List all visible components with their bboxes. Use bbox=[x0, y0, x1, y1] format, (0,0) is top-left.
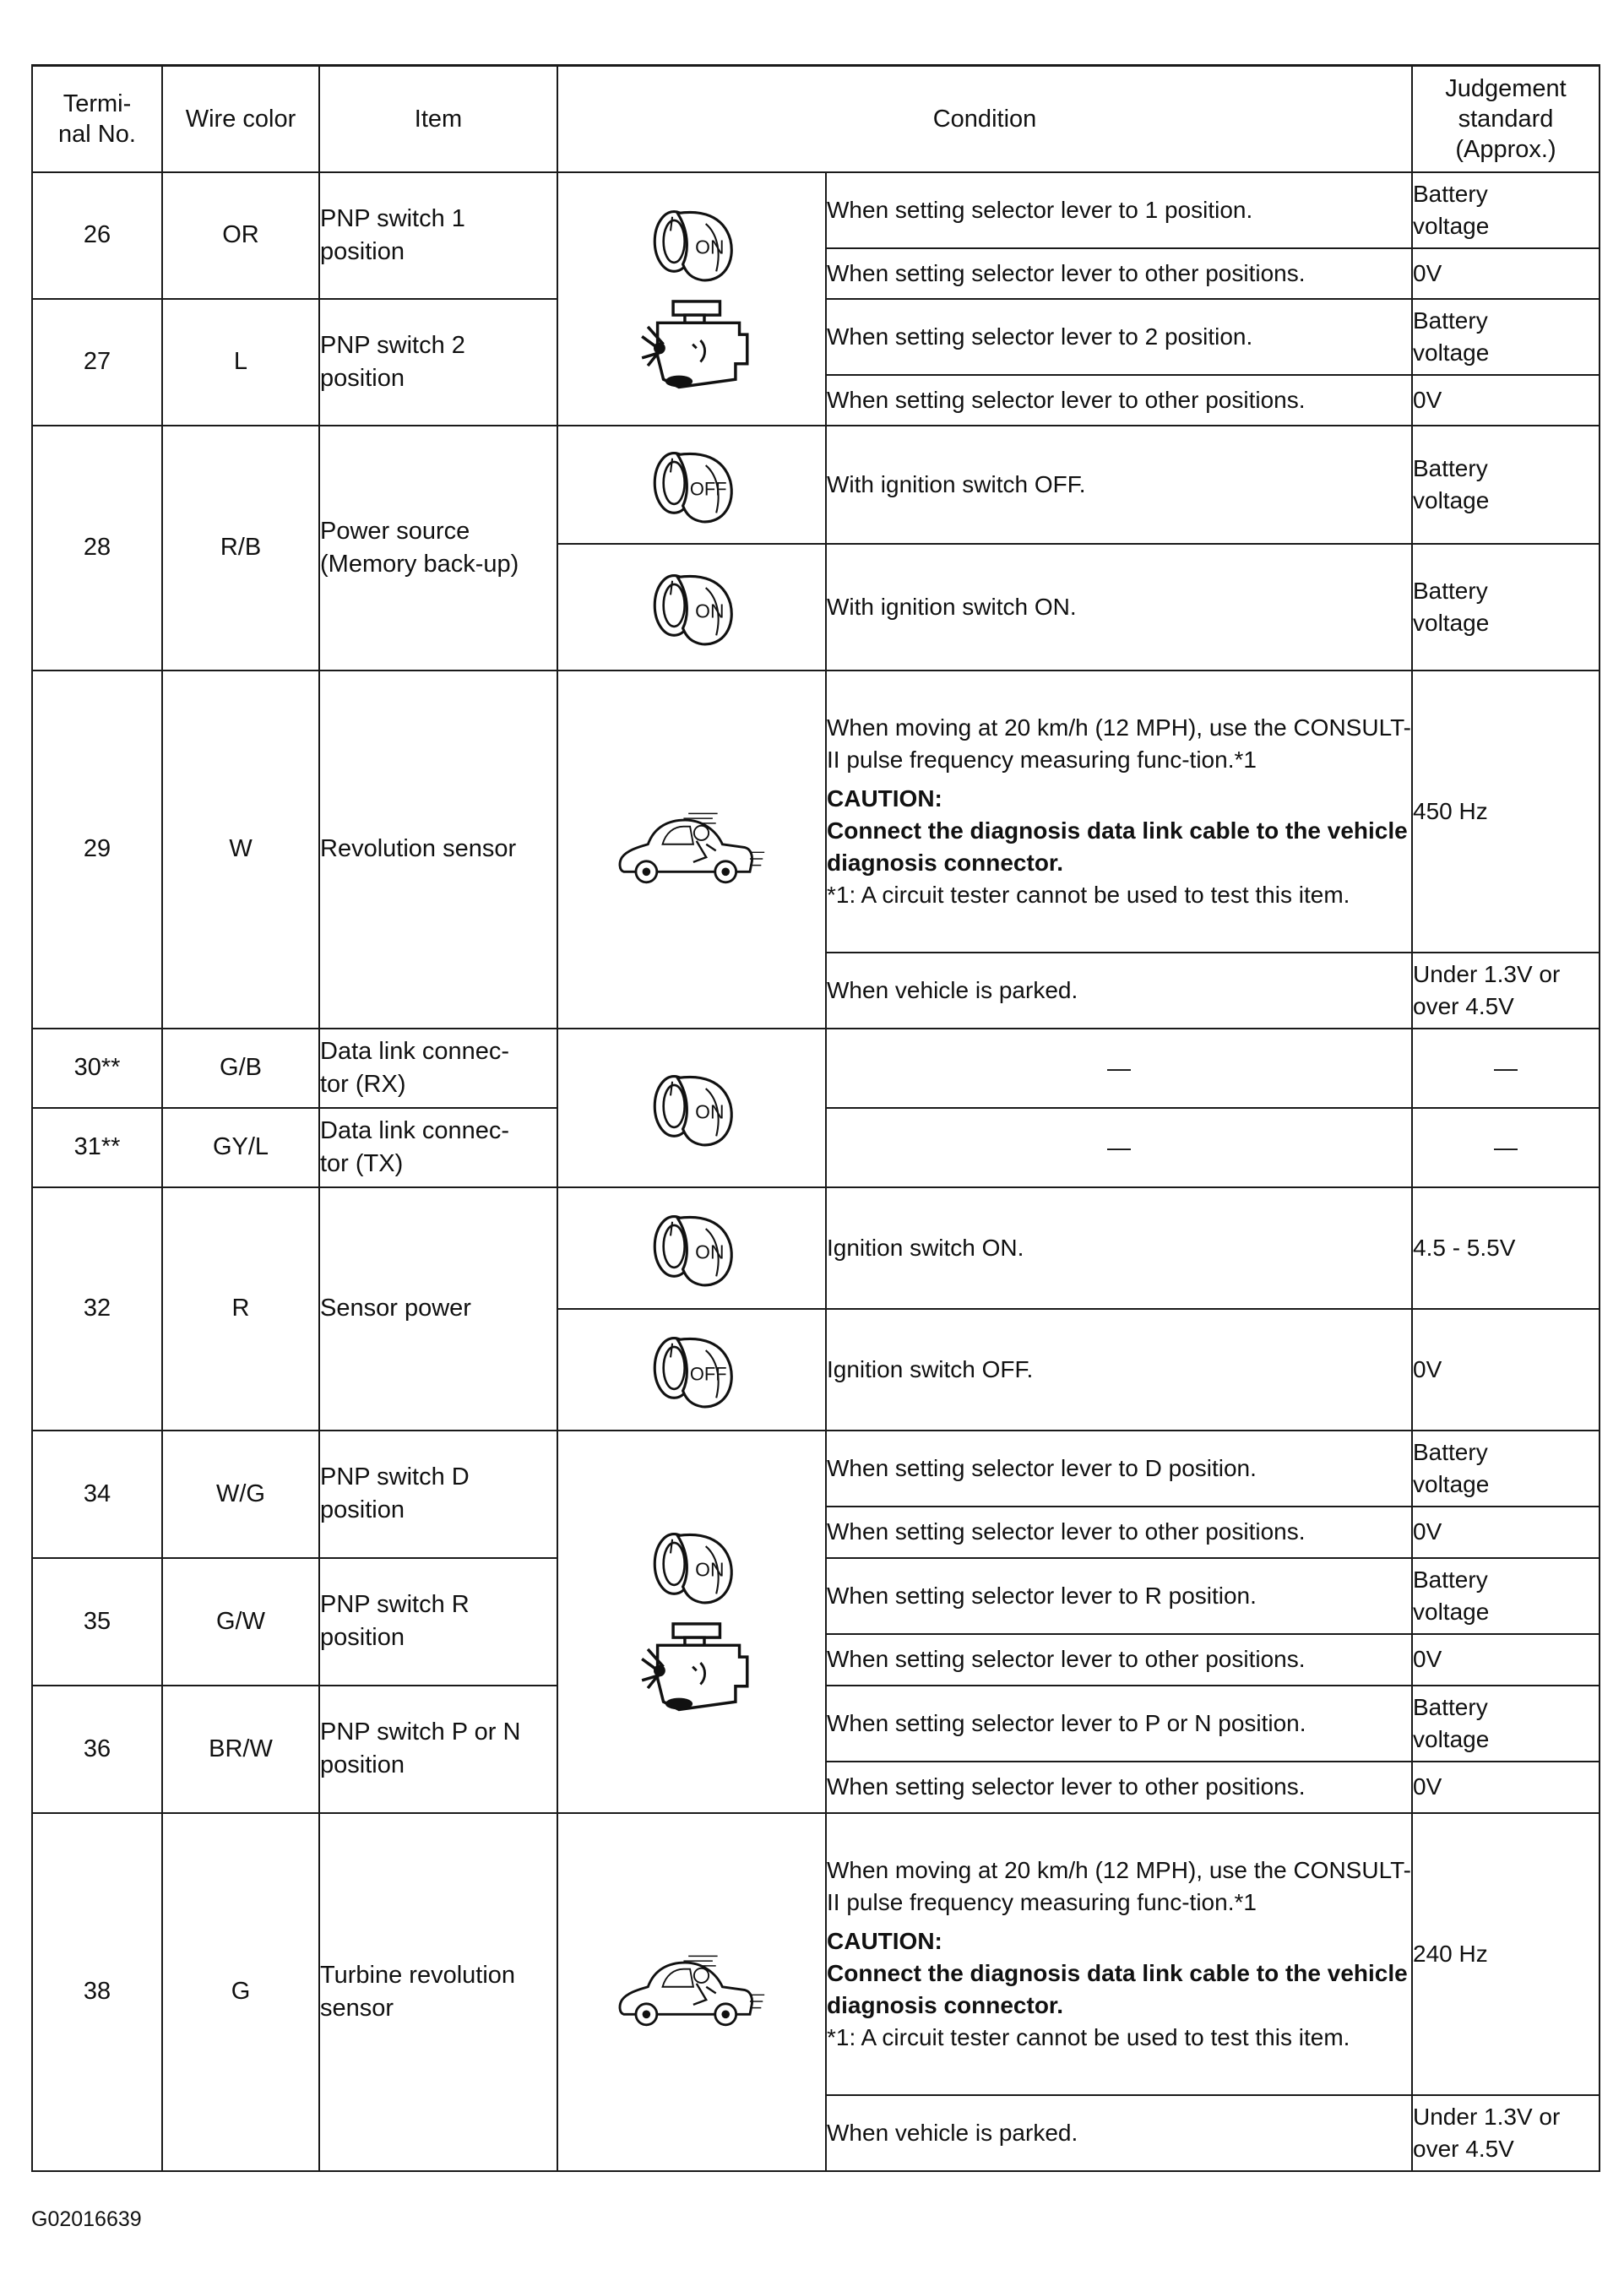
caution-text: Connect the diagnosis data link cable to the vehicle diagnosis connector. bbox=[827, 817, 1408, 876]
terminal-cell: 29 bbox=[32, 671, 162, 1029]
icon-cell bbox=[557, 671, 826, 1029]
terminal-cell: 38 bbox=[32, 1813, 162, 2171]
table-row bbox=[32, 172, 1600, 248]
caution-label: CAUTION: bbox=[827, 1927, 942, 1954]
footnote-text: *1: A circuit tester cannot be used to test this item. bbox=[827, 2023, 1350, 2050]
header-item: Item bbox=[319, 66, 557, 172]
condition-cell: When vehicle is parked. bbox=[826, 2095, 1412, 2171]
condition-cell: When setting selector lever to P or N position. bbox=[826, 1686, 1412, 1762]
table-row bbox=[32, 1029, 1600, 1108]
item-cell: Turbine revolution sensor bbox=[319, 1813, 557, 2171]
driving-vehicle-icon bbox=[616, 809, 768, 889]
judgement-cell: 0V bbox=[1412, 248, 1600, 299]
wire-color-cell: G bbox=[162, 1813, 319, 2171]
icon-cell bbox=[557, 544, 826, 671]
item-cell: Data link connec- tor (RX) bbox=[319, 1029, 557, 1108]
condition-cell: — bbox=[826, 1029, 1412, 1108]
header-terminal: Termi- nal No. bbox=[32, 66, 162, 172]
judgement-cell: Battery voltage bbox=[1412, 1431, 1600, 1507]
header-condition: Condition bbox=[557, 66, 1412, 172]
condition-cell: When setting selector lever to 1 position. bbox=[826, 172, 1412, 248]
item-cell: PNP switch R position bbox=[319, 1558, 557, 1686]
judgement-cell: — bbox=[1412, 1108, 1600, 1187]
judgement-cell: 0V bbox=[1412, 1309, 1600, 1431]
judgement-cell: — bbox=[1412, 1029, 1600, 1108]
condition-cell: When setting selector lever to other positions. bbox=[826, 1762, 1412, 1813]
condition-cell: When setting selector lever to other positions. bbox=[826, 1634, 1412, 1686]
terminal-cell: 30** bbox=[32, 1029, 162, 1108]
svg-text:OFF: OFF bbox=[689, 1363, 727, 1384]
svg-text:ON: ON bbox=[695, 1558, 725, 1581]
icon-cell bbox=[557, 172, 826, 426]
terminal-cell: 36 bbox=[32, 1686, 162, 1813]
driving-vehicle-icon bbox=[616, 1952, 768, 2032]
figure-code: G02016639 bbox=[31, 2207, 142, 2231]
header-judgement: Judgement standard (Approx.) bbox=[1412, 66, 1600, 172]
wire-color-cell: G/W bbox=[162, 1558, 319, 1686]
ignition-key-on-icon bbox=[637, 1066, 747, 1150]
table-row bbox=[32, 426, 1600, 544]
ignition-key-on-icon bbox=[637, 201, 747, 285]
judgement-cell: Under 1.3V or over 4.5V bbox=[1412, 953, 1600, 1029]
svg-text:ON: ON bbox=[695, 1100, 725, 1122]
wire-color-cell: L bbox=[162, 299, 319, 426]
condition-cell: Ignition switch ON. bbox=[826, 1187, 1412, 1309]
condition-cell: When setting selector lever to D position. bbox=[826, 1431, 1412, 1507]
judgement-cell: 0V bbox=[1412, 1507, 1600, 1558]
condition-cell: When setting selector lever to other positions. bbox=[826, 248, 1412, 299]
condition-cell bbox=[826, 1813, 1412, 2095]
judgement-cell: 4.5 - 5.5V bbox=[1412, 1187, 1600, 1309]
judgement-cell: Battery voltage bbox=[1412, 1686, 1600, 1762]
table-row bbox=[32, 671, 1600, 953]
judgement-cell: Battery voltage bbox=[1412, 426, 1600, 544]
item-cell: Power source (Memory back-up) bbox=[319, 426, 557, 671]
condition-cell bbox=[826, 671, 1412, 953]
condition-text: When moving at 20 km/h (12 MPH), use the CONSULT-II pulse frequency measuring func-tion.*1 bbox=[827, 1856, 1411, 1915]
item-cell: PNP switch 1 position bbox=[319, 172, 557, 299]
judgement-cell: 0V bbox=[1412, 1634, 1600, 1686]
terminal-cell: 35 bbox=[32, 1558, 162, 1686]
wire-color-cell: GY/L bbox=[162, 1108, 319, 1187]
judgement-cell: 0V bbox=[1412, 1762, 1600, 1813]
condition-cell: With ignition switch OFF. bbox=[826, 426, 1412, 544]
icon-cell bbox=[557, 1029, 826, 1187]
condition-cell: When setting selector lever to R position. bbox=[826, 1558, 1412, 1634]
item-cell: PNP switch D position bbox=[319, 1431, 557, 1558]
wire-color-cell: G/B bbox=[162, 1029, 319, 1108]
item-cell: PNP switch 2 position bbox=[319, 299, 557, 426]
table-row bbox=[32, 1813, 1600, 2095]
condition-cell: When setting selector lever to other positions. bbox=[826, 375, 1412, 426]
item-cell: Revolution sensor bbox=[319, 671, 557, 1029]
wire-color-cell: BR/W bbox=[162, 1686, 319, 1813]
item-cell: Data link connec- tor (TX) bbox=[319, 1108, 557, 1187]
terminal-cell: 28 bbox=[32, 426, 162, 671]
judgement-cell: Battery voltage bbox=[1412, 172, 1600, 248]
condition-cell: Ignition switch OFF. bbox=[826, 1309, 1412, 1431]
table-row bbox=[32, 1187, 1600, 1309]
judgement-cell: 450 Hz bbox=[1412, 671, 1600, 953]
caution-label: CAUTION: bbox=[827, 785, 942, 812]
judgement-cell: 0V bbox=[1412, 375, 1600, 426]
wire-color-cell: R/B bbox=[162, 426, 319, 671]
condition-cell: — bbox=[826, 1108, 1412, 1187]
svg-text:OFF: OFF bbox=[689, 478, 727, 499]
engine-running-icon bbox=[628, 296, 755, 397]
terminal-spec-table bbox=[31, 64, 1600, 2172]
wire-color-cell: W bbox=[162, 671, 319, 1029]
icon-cell bbox=[557, 1431, 826, 1813]
icon-cell bbox=[557, 1187, 826, 1309]
header-row bbox=[32, 66, 1600, 172]
condition-cell: When vehicle is parked. bbox=[826, 953, 1412, 1029]
item-cell: PNP switch P or N position bbox=[319, 1686, 557, 1813]
ignition-key-off-icon bbox=[637, 1328, 747, 1412]
judgement-cell: Battery voltage bbox=[1412, 544, 1600, 671]
ignition-key-on-icon bbox=[637, 1523, 747, 1608]
icon-cell bbox=[557, 1813, 826, 2171]
item-cell: Sensor power bbox=[319, 1187, 557, 1431]
wire-color-cell: W/G bbox=[162, 1431, 319, 1558]
terminal-cell: 31** bbox=[32, 1108, 162, 1187]
judgement-cell: Battery voltage bbox=[1412, 1558, 1600, 1634]
icon-cell bbox=[557, 1309, 826, 1431]
ignition-key-on-icon bbox=[637, 1206, 747, 1290]
caution-text: Connect the diagnosis data link cable to the vehicle diagnosis connector. bbox=[827, 1959, 1408, 2018]
terminal-cell: 32 bbox=[32, 1187, 162, 1431]
ignition-key-on-icon bbox=[637, 565, 747, 649]
condition-cell: When setting selector lever to other positions. bbox=[826, 1507, 1412, 1558]
table-row bbox=[32, 1431, 1600, 1507]
svg-text:ON: ON bbox=[695, 600, 725, 622]
condition-cell: When setting selector lever to 2 position. bbox=[826, 299, 1412, 375]
terminal-cell: 34 bbox=[32, 1431, 162, 1558]
wire-color-cell: OR bbox=[162, 172, 319, 299]
footnote-text: *1: A circuit tester cannot be used to test this item. bbox=[827, 881, 1350, 908]
terminal-cell: 27 bbox=[32, 299, 162, 426]
judgement-cell: Under 1.3V or over 4.5V bbox=[1412, 2095, 1600, 2171]
terminal-cell: 26 bbox=[32, 172, 162, 299]
ignition-key-off-icon bbox=[637, 443, 747, 527]
wire-color-cell: R bbox=[162, 1187, 319, 1431]
condition-text: When moving at 20 km/h (12 MPH), use the CONSULT-II pulse frequency measuring func-tion.*1 bbox=[827, 714, 1411, 773]
condition-cell: With ignition switch ON. bbox=[826, 544, 1412, 671]
engine-running-icon bbox=[628, 1618, 755, 1719]
judgement-cell: 240 Hz bbox=[1412, 1813, 1600, 2095]
icon-cell bbox=[557, 426, 826, 544]
svg-text:ON: ON bbox=[695, 236, 725, 258]
svg-text:ON: ON bbox=[695, 1241, 725, 1262]
header-wire-color: Wire color bbox=[162, 66, 319, 172]
judgement-cell: Battery voltage bbox=[1412, 299, 1600, 375]
